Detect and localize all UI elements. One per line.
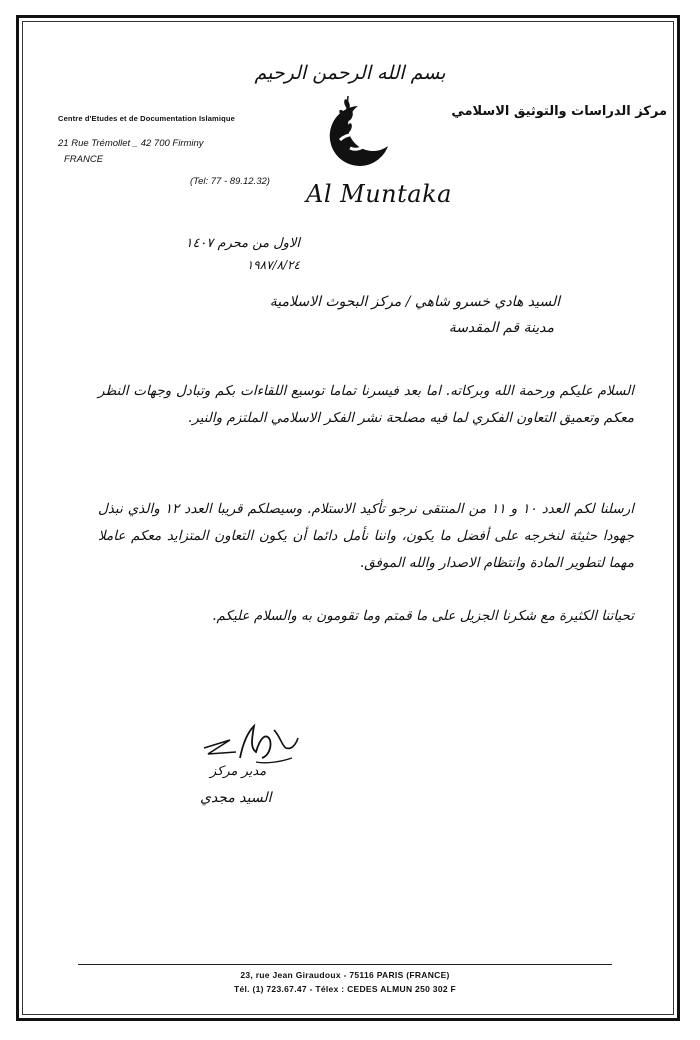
addressee: السيد هادي خسرو شاهي / مركز البحوث الاسلامية xyxy=(269,294,560,310)
org-telephone-french: (Tel: 77 - 89.12.32) xyxy=(190,176,270,187)
org-country-french: FRANCE xyxy=(64,154,104,165)
letter-paragraph: تحياتنا الكثيرة مع شكرنا الجزيل على ما قمتم وما تقومون به والسلام عليكم. xyxy=(212,608,634,624)
footer-address: 23, rue Jean Giraudoux - 75116 PARIS (FRANCE) xyxy=(240,970,450,980)
basmala: بسم الله الرحمن الرحيم xyxy=(254,62,446,84)
calligraphy-emblem-icon xyxy=(318,88,398,178)
letter-paragraph: السلام عليكم ورحمة الله وبركاته. اما بعد فيسرنا تماما توسيع اللقاءات بكم وتبادل وجهات النظر معكم وتعميق التعاون الفكري لما فيه مصلحة نشر الفكر الاسلامي الملتزم والنير. xyxy=(98,383,634,426)
signer-title: مدير مركز xyxy=(210,764,267,779)
date-hijri: الاول من محرم ١٤٠٧ xyxy=(185,236,300,251)
date-gregorian: ١٩٨٧/٨/٢٤ xyxy=(246,258,300,272)
letter-paragraph: ارسلنا لكم العدد ١٠ و ١١ من المنتقى نرجو تأكيد الاستلام. وسيصلكم قريبا العدد ١٢ والذي نبذل جهودا حثيثة لنخرجه على أفضل ما يكون، واننا نأمل دائما أن يكون التعاون المتزايد معكم عاملا مهما لتطوير المادة وانتظام الاصدار والله الموفق. xyxy=(98,501,634,571)
footer-contact: Tél. (1) 723.67.47 - Télex : CEDES ALMUN 250 302 F xyxy=(233,984,457,994)
org-name-arabic: مركز الدراسات والتوثيق الاسلامي xyxy=(451,104,667,119)
addressee-city: مدينة قم المقدسة xyxy=(448,320,554,336)
footer-divider xyxy=(78,964,612,965)
signer-name: السيد مجدي xyxy=(200,790,272,806)
org-address-french: 21 Rue Trémollet _ 42 700 Firminy xyxy=(58,138,204,149)
brand-wordmark: Al Muntaka xyxy=(306,180,452,208)
org-name-french: Centre d'Etudes et de Documentation Islamique xyxy=(58,114,235,123)
